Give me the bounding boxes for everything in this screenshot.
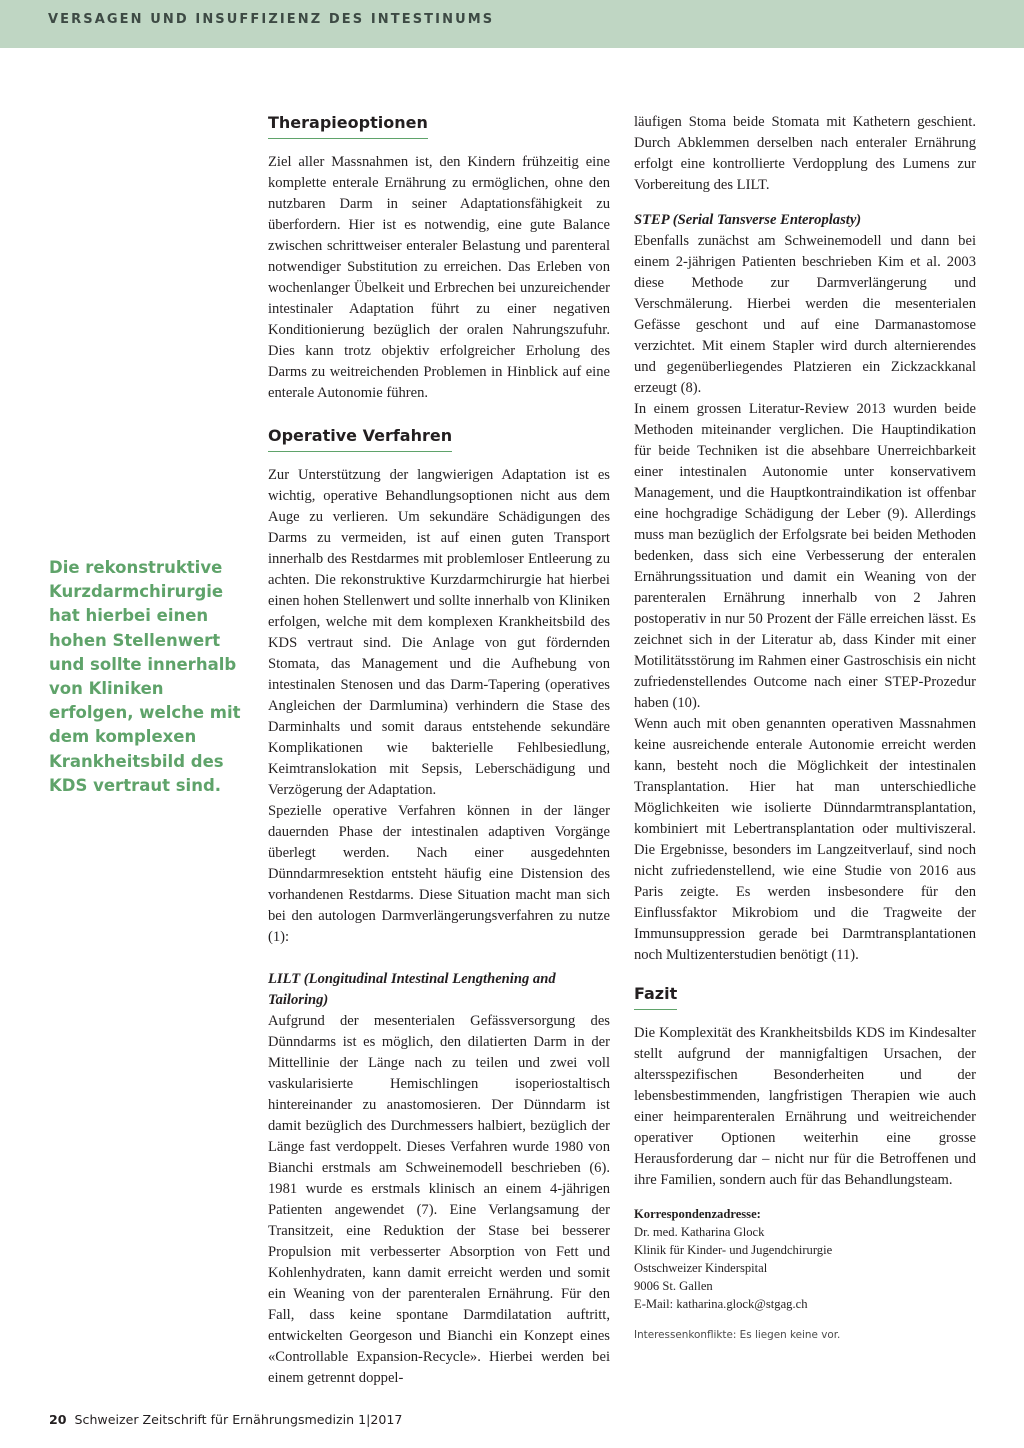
heading-therapieoptionen: Therapieoptionen <box>268 112 428 139</box>
paragraph-therapieoptionen: Ziel aller Massnahmen ist, den Kindern frühzeitig eine komplette enterale Ernährung zu ermöglichen, ohne den nutzbaren Darm in seiner Adaptationsfähigkeit zu überfordern. Hier ist es notwendig, eine gute Balance zwischen schrittweiser enteraler Belastung und parenteral notwendiger Substitution zu erreichen. Das Erleben von wochenlanger Übelkeit und Erbrechen bei unzureichender intestinaler Adaptation führt zu einer negativen Konditionierung bezüglich der oralen Nahrungszufuhr. Dies kann trotz objektiv erfolgreicher Erholung des Darms zu weitreichenden Problemen in Hinblick auf eine enterale Autonomie führen. <box>268 154 610 401</box>
paragraph-lilt: Aufgrund der mesenterialen Gefässversorgung des Dünndarms ist es möglich, den dilatierten Darm in der Mittellinie der Länge nach zu teilen und zwei voll vaskularisierte Hemischlingen isoperiostaltisch hintereinander zu anastomosieren. Der Dünndarm ist damit bezüglich des Durchmessers halbiert, bezüglich der Länge fast verdoppelt. Dieses Verfahren wurde 1980 von Bianchi erstmals am Schweinemodell beschrieben (6). 1981 wurde es erstmals klinisch an einem 4-jährigen Patienten angewendet (7). Eine Verlangsamung der Transitzeit, eine Reduktion der Stase bei besserer Propulsion mit verbesserter Absorption von Fett und Kohlenhydraten, kann damit erreicht werden und somit ein Weaning von der parenteralen Ernährung. Für den Fall, dass keine spontane Darmdilatation auftritt, entwickelten Georgeson und Bianchi ein Konzept eines «Controllable Expansion-Recycle». Hierbei werden bei einem getrennt doppel- <box>268 1013 610 1386</box>
journal-name: Schweizer Zeitschrift für Ernährungsmedizin 1|2017 <box>74 1412 403 1427</box>
correspondence-block <box>634 1205 976 1313</box>
heading-fazit: Fazit <box>634 983 677 1010</box>
subheading-lilt: LILT (Longitudinal Intestinal Lengthening and Tailoring) <box>268 971 556 1008</box>
running-head: VERSAGEN UND INSUFFIZIENZ DES INTESTINUMS <box>48 12 495 27</box>
correspondence-email[interactable]: E-Mail: katharina.glock@stgag.ch <box>634 1297 808 1311</box>
correspondence-hospital: Ostschweizer Kinderspital <box>634 1261 768 1275</box>
paragraph-fazit: Die Komplexität des Krankheitsbilds KDS im Kindesalter stellt aufgrund der mannigfaltigen Ursachen, der altersspezifischen Besonderheiten und der lebensbestimmenden, langfristigen Therapien wie auch einer heimparenteralen Ernährung und weitreichender operativer Optionen weiterhin eine grosse Herausforderung dar – nicht nur für die Betroffenen und ihre Familien, sondern auch für das Behandlungsteam. <box>634 1025 976 1188</box>
paragraph-step-2: In einem grossen Literatur-Review 2013 wurden beide Methoden miteinander verglichen. Die Hauptindikation für beide Techniken ist die absehbare Unerreichbarkeit einer intestinalen Autonomie unter konservativem Management, und die Hauptkontraindikation ist offenbar eine hochgradige Schädigung der Leber (9). Allerdings muss man bezüglich der Erfolgsrate bei beiden Methoden bedenken, dass sich eine Verbesserung der enteralen Ernährungssituation und damit ein Weaning von der parenteralen Ernährung innerhalb von 2 Jahren postoperativ in nur 50 Prozent der Fälle erreichen lässt. Es zeichnet sich in der Literatur ab, dass Kinder mit einer Motilitätsstörung im Rahmen einer Gastroschisis ein nicht zufriedenstellendes Outcome nach einer STEP-Prozedur haben (10). <box>634 401 976 711</box>
paragraph-step-1: Ebenfalls zunächst am Schweinemodell und dann bei einem 2-jährigen Patienten beschrieben Kim et al. 2003 diese Methode zur Darmverlängerung und Verschmälerung. Hierbei werden die mesenterialen Gefässe geschont und auf eine Darmanastomose verzichtet. Mit einem Stapler wird durch alternierendes und gegenüberliegendes Platzieren ein Zickzackkanal erzeugt (8). <box>634 233 976 396</box>
correspondence-clinic: Klinik für Kinder- und Jugendchirurgie <box>634 1243 833 1257</box>
page-number: 20 <box>49 1412 67 1427</box>
pull-quote: Die rekonstruktive Kurzdarmchirurgie hat hierbei einen hohen Stellenwert und sollte innerhalb von Kliniken erfolgen, welche mit dem komplexen Krankheitsbild des KDS vertraut sind. <box>49 558 241 795</box>
paragraph-lilt-continued: läufigen Stoma beide Stomata mit Kathetern geschient. Durch Abklemmen derselben nach enteraler Ernährung erfolgt eine kontrollierte Verdopplung des Lumens zur Vorbereitung des LILT. <box>634 114 976 193</box>
running-head-bar <box>0 0 1024 48</box>
paragraph-operative-2: Spezielle operative Verfahren können in der länger dauernden Phase der intestinalen adaptiven Vorgänge überlegt werden. Nach einer ausgedehnten Dünndarmresektion entsteht häufig eine Distension des vorhandenen Restdarms. Diese Situation macht man sich bei den autologen Darmverlängerungsverfahren zu nutze (1): <box>268 803 610 945</box>
correspondence-city: 9006 St. Gallen <box>634 1279 713 1293</box>
subheading-step: STEP (Serial Tansverse Enteroplasty) <box>634 212 862 228</box>
page-footer <box>49 1412 402 1427</box>
heading-operative-verfahren: Operative Verfahren <box>268 425 452 452</box>
correspondence-label: Korrespondenzadresse: <box>634 1207 761 1221</box>
paragraph-operative-1: Zur Unterstützung der langwierigen Adaptation ist es wichtig, operative Behandlungsoptionen nicht aus dem Auge zu verlieren. Um sekundäre Schädigungen des Darms zu vermeiden, ist auf einen guten Transport innerhalb des Restdarmes mit problemloser Entleerung zu achten. Die rekonstruktive Kurzdarmchirurgie hat hierbei einen hohen Stellenwert und sollte innerhalb von Kliniken erfolgen, welche mit dem komplexen Krankheitsbild des KDS vertraut sind. Die Anlage von gut fördernden Stomata, das Management und die Aufhebung von intestinalen Stenosen und das Darm-Tapering (operatives Angleichen der Darmlumina) verhindern die Stase des Darminhalts und somit daraus entstehende sekundäre Komplikationen wie bakterielle Fehlbesiedlung, Keimtranslokation mit Sepsis, Leberschädigung und Verzögerung der Adaptation. <box>268 467 610 798</box>
column-left <box>268 112 610 1389</box>
paragraph-step-3: Wenn auch mit oben genannten operativen Massnahmen keine ausreichende enterale Autonomie erreicht werden kann, besteht noch die Möglichkeit der intestinalen Transplantation. Hier hat man unterschiedliche Möglichkeiten wie isolierte Dünndarmtransplantation, kombiniert mit Lebertransplantation oder multiviszeral. Die Ergebnisse, besonders im Langzeitverlauf, sind noch nicht zufriedenstellend, wie eine Studie von 2016 aus Paris zeigte. Es werden insbesondere für den Einflussfaktor Mikrobiom und die Tragweite der Immunsuppression gerade bei Darmtransplantationen noch Multizenterstudien benötigt (11). <box>634 716 976 963</box>
correspondence-name: Dr. med. Katharina Glock <box>634 1225 765 1239</box>
column-right <box>634 112 976 1346</box>
conflicts-of-interest: Interessenkonflikte: Es liegen keine vor. <box>634 1329 841 1341</box>
